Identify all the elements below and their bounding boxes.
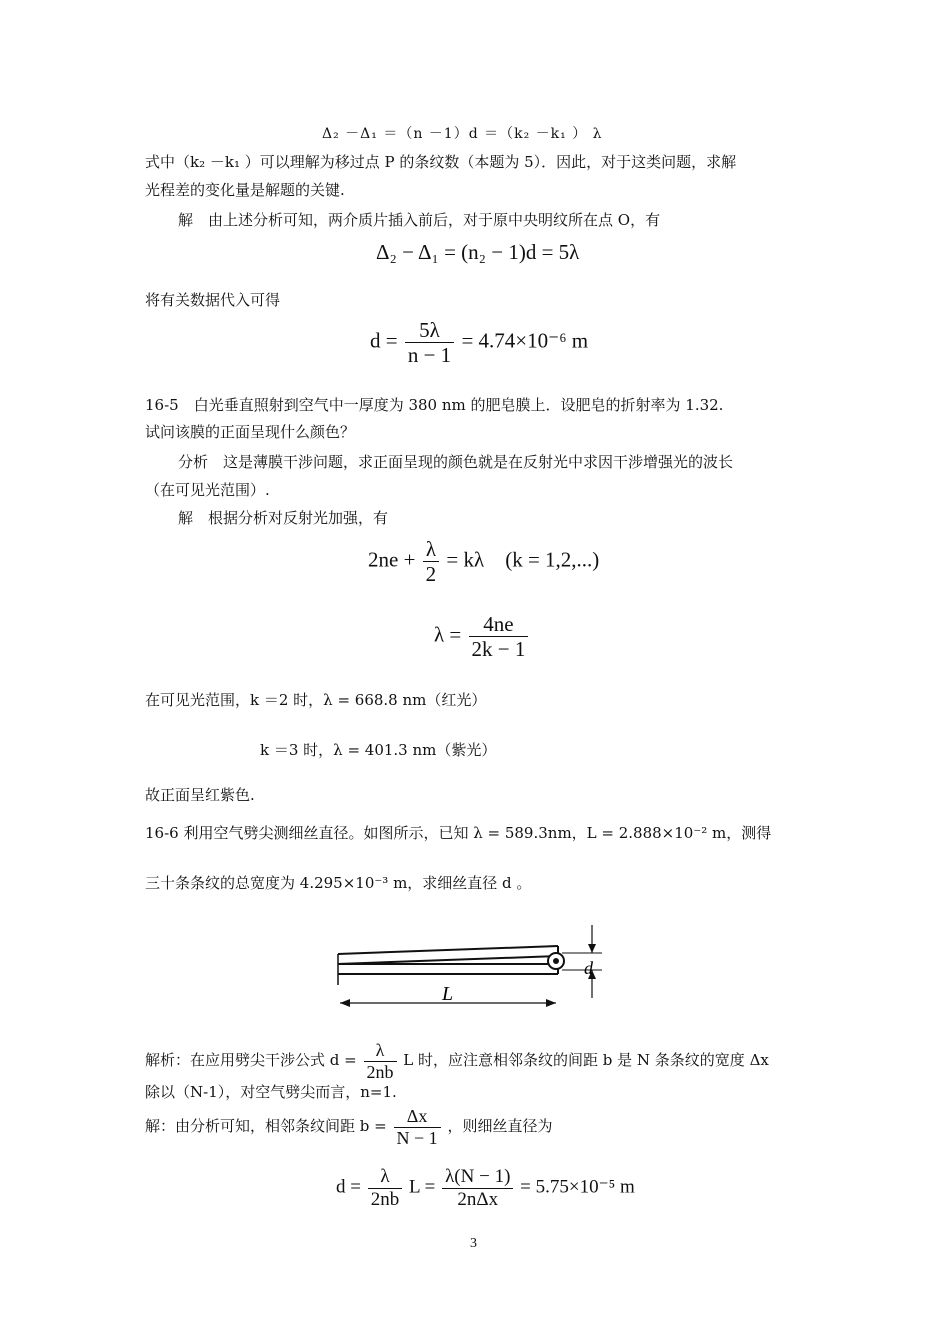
equation-wire-diameter: d = $\frac{\lambda}{2nb}$ L = $\frac{\lambda(N - 1)}{\text{2nΔx}}$ = 5.75×10⁻⁵ m: [336, 1166, 635, 1210]
fine-wire-core: [553, 958, 559, 964]
text-line: 在可见光范围，k ＝2 时，λ = 668.8 nm（红光）: [145, 691, 487, 709]
text-line: k ＝3 时，λ = 401.3 nm（紫光）: [260, 741, 497, 759]
text-line: 式中（k₂ －k₁ ）可以理解为移过点 P 的条纹数（本题为 5）．因此，对于这类问题，求解: [145, 153, 737, 171]
L-arrowhead-right: [546, 999, 556, 1007]
L-arrowhead-left: [340, 999, 350, 1007]
label-L: L: [442, 983, 454, 1005]
text-line: 试问该膜的正面呈现什么颜色？: [145, 423, 356, 441]
problem-16-5-statement: 16-5 白光垂直照射到空气中一厚度为 380 nm 的肥皂膜上．设肥皂的折射率为 1.32.: [145, 396, 724, 414]
text-line: 将有关数据代入可得: [145, 291, 281, 309]
d-arrowhead-top: [588, 944, 596, 953]
equation-thickness: d = $\frac{5\lambda}{n - 1}$ = 4.74×10⁻⁶ m: [370, 318, 589, 368]
text-line: 分析 这是薄膜干涉问题，求正面呈现的颜色就是在反射光中求因干涉增强光的波长: [178, 453, 734, 471]
equation-path-difference: Δ₂ − Δ₁ = (n₂ − 1)d = 5λ: [376, 240, 580, 264]
label-d: d: [584, 958, 593, 978]
text-line: 光程差的变化量是解题的关键.: [145, 181, 345, 199]
upper-plate-bottom-edge: [338, 956, 558, 964]
text-line: 解 根据分析对反射光加强，有: [178, 509, 389, 527]
analysis-line: 解析：在应用劈尖干涉公式 d = $\frac{\lambda}{2nb}$ L 时，应注意相邻条纹的间距 b 是 N 条条纹的宽度 Δx: [145, 1040, 769, 1082]
air-wedge-figure: [330, 920, 620, 1020]
text-line: 故正面呈红紫色.: [145, 786, 255, 804]
text-line: 除以（N-1），对空气劈尖而言，n=1.: [145, 1083, 397, 1101]
problem-16-6-statement: 16-6 利用空气劈尖测细丝直径。如图所示，已知 λ = 589.3nm，L = 2.888×10⁻² m，测得: [145, 824, 772, 842]
upper-plate-top-edge: [338, 946, 558, 954]
solution-line: 解：由分析可知，相邻条纹间距 b = $\frac{\Delta x}{N - 1}$ ，则细丝直径为: [145, 1106, 553, 1148]
equation-reflection-condition: 2ne + $\frac{\lambda}{2}$ = kλ (k = 1,2,...): [368, 537, 600, 587]
page-number: 3: [470, 1236, 477, 1251]
text-line: （在可见光范围）.: [145, 481, 270, 499]
text-line: 三十条条纹的总宽度为 4.295×10⁻³ m，求细丝直径 d 。: [145, 874, 532, 892]
equation-wavelength: λ = $\frac{4ne}{2k - 1}$: [434, 612, 530, 661]
text-line: 解 由上述分析可知，两介质片插入前后，对于原中央明纹所在点 O，有: [178, 211, 661, 229]
delta-difference-line: Δ₂ －Δ₁ ＝（n －1）d ＝（k₂ －k₁ ） λ: [322, 126, 603, 142]
